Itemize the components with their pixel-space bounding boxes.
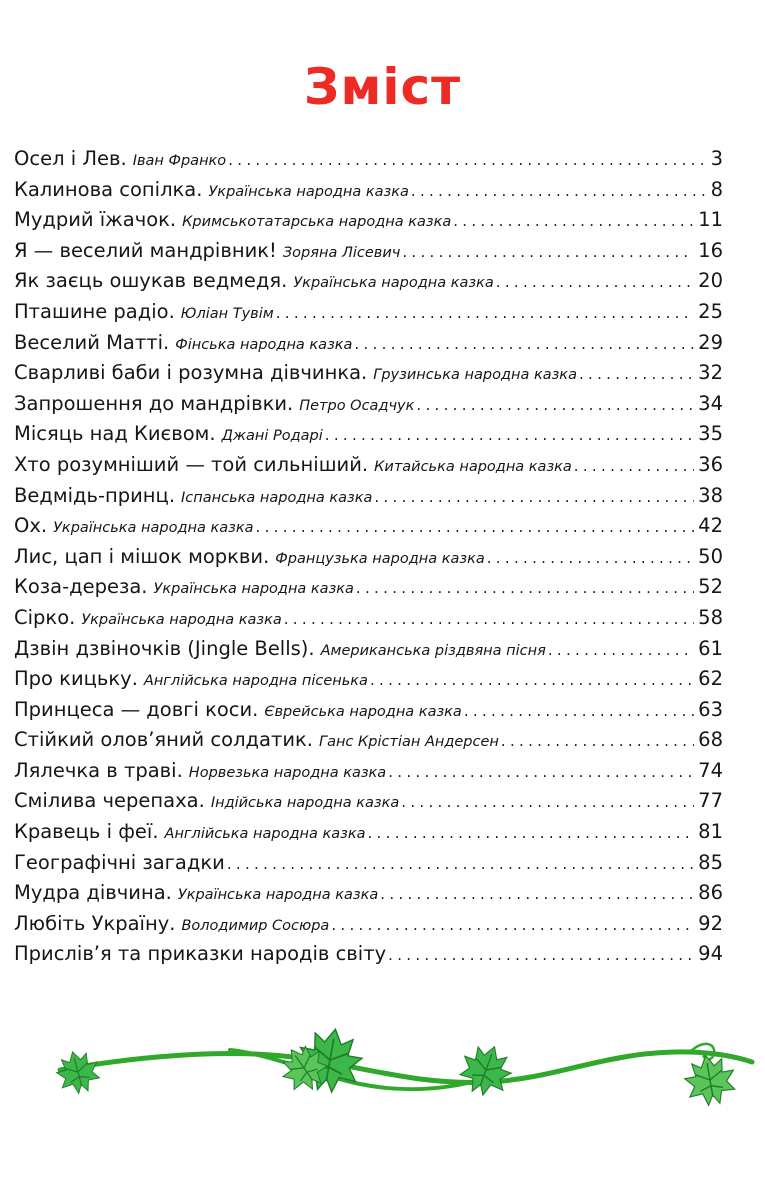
dot-leader	[331, 910, 694, 940]
entry-page-number: 34	[698, 391, 723, 415]
entry-title: Кравець і феї.	[14, 820, 159, 844]
entry-author: Китайська народна казка	[374, 458, 572, 475]
entry-author: Зоряна Лісевич	[282, 244, 401, 261]
toc-entry	[14, 786, 723, 817]
entry-author: Індійська народна казка	[210, 795, 400, 812]
entry-author: Іспанська народна казка	[181, 489, 373, 506]
table-of-contents	[14, 144, 723, 970]
dot-leader	[548, 635, 694, 665]
entry-title: Географічні загадки	[14, 850, 225, 874]
entry-title: Дзвін дзвіночків (Jingle Bells).	[14, 636, 315, 660]
entry-page-number: 68	[698, 728, 723, 752]
dot-leader	[356, 573, 694, 603]
entry-page-number: 29	[698, 330, 723, 354]
entry-title: Ох.	[14, 514, 48, 538]
toc-entry	[14, 481, 723, 512]
dot-leader	[354, 329, 694, 359]
entry-author: Українська народна казка	[293, 275, 494, 292]
entry-author: Норвезька народна казка	[188, 764, 387, 781]
dot-leader	[374, 482, 694, 512]
entry-page-number: 3	[710, 147, 723, 170]
entry-title: Про кицьку.	[14, 667, 138, 691]
entry-title: Запрошення до мандрівки.	[14, 391, 294, 415]
dot-leader	[579, 359, 694, 389]
dot-leader	[276, 298, 694, 328]
entry-page-number: 74	[698, 758, 723, 782]
entry-author: Англійська народна пісенька	[143, 673, 368, 690]
entry-title: Принцеса — довгі коси.	[14, 697, 259, 721]
dot-leader	[574, 451, 694, 481]
leaf-icon	[681, 1051, 738, 1108]
entry-page-number: 62	[698, 667, 723, 691]
entry-title: Місяць над Києвом.	[14, 422, 216, 446]
dot-leader	[453, 206, 694, 236]
entry-title: Хто розумніший — той сильніший.	[14, 452, 369, 476]
dot-leader	[464, 696, 694, 726]
toc-entry	[14, 450, 723, 481]
entry-author: Петро Осадчук	[299, 397, 415, 414]
entry-title: Смілива черепаха.	[14, 789, 205, 813]
entry-page-number: 61	[698, 636, 723, 660]
dot-leader	[370, 665, 694, 695]
entry-author: Іван Франко	[132, 153, 227, 169]
entry-title: Любіть Україну.	[14, 911, 176, 935]
toc-entry	[14, 756, 723, 787]
entry-title: Лис, цап і мішок моркви.	[14, 544, 270, 568]
entry-title: Калинова сопілка.	[14, 177, 203, 201]
leaf-icon	[454, 1038, 517, 1101]
entry-page-number: 77	[698, 789, 723, 813]
entry-author: Українська народна казка	[53, 520, 254, 537]
toc-entry	[14, 572, 723, 603]
entry-title: Мудра дівчина.	[14, 881, 172, 905]
toc-entry	[14, 817, 723, 848]
toc-entry	[14, 511, 723, 542]
toc-entry	[14, 175, 723, 206]
entry-title: Пташине радіо.	[14, 299, 175, 323]
toc-entry	[14, 542, 723, 573]
entry-page-number: 92	[698, 911, 723, 935]
dot-leader	[388, 940, 694, 970]
entry-page-number: 8	[710, 177, 723, 201]
entry-page-number: 25	[698, 299, 723, 323]
entry-author: Фінська народна казка	[175, 336, 353, 353]
dot-leader	[416, 390, 694, 420]
entry-title: Мудрий їжачок.	[14, 208, 177, 232]
entry-author: Українська народна казка	[208, 183, 409, 200]
toc-entry	[14, 266, 723, 297]
toc-entry	[14, 664, 723, 695]
entry-page-number: 20	[698, 269, 723, 293]
entry-author: Українська народна казка	[81, 611, 282, 628]
entry-page-number: 16	[698, 238, 723, 262]
entry-page-number: 58	[698, 605, 723, 629]
dot-leader	[401, 787, 694, 817]
dot-leader	[411, 176, 707, 206]
toc-entry	[14, 939, 723, 970]
toc-entry	[14, 603, 723, 634]
entry-title: Як заєць ошукав ведмедя.	[14, 269, 288, 293]
entry-page-number: 50	[698, 544, 723, 568]
entry-author: Українська народна казка	[177, 887, 379, 904]
dot-leader	[256, 512, 695, 542]
entry-page-number: 36	[698, 452, 723, 476]
entry-page-number: 32	[698, 361, 723, 385]
entry-title: Лялечка в траві.	[14, 758, 183, 782]
page-title: Зміст	[303, 58, 462, 116]
toc-entry	[14, 848, 723, 879]
toc-entry	[14, 297, 723, 328]
entry-author: Юліан Тувім	[180, 305, 274, 322]
toc-entry	[14, 634, 723, 665]
toc-entry	[14, 419, 723, 450]
toc-entry	[14, 878, 723, 909]
entry-page-number: 94	[698, 942, 723, 966]
entry-author: Джані Родарі	[221, 428, 323, 445]
dot-leader	[402, 237, 694, 267]
entry-author: Володимир Сосюра	[181, 917, 330, 934]
dot-leader	[325, 420, 694, 450]
entry-title: Сірко.	[14, 605, 76, 629]
entry-title: Прислів’я та приказки народів світу	[14, 942, 387, 966]
entry-page-number: 81	[698, 820, 723, 844]
entry-title: Осел і Лев.	[14, 147, 127, 170]
dot-leader	[380, 879, 694, 909]
entry-page-number: 86	[698, 881, 723, 905]
entry-page-number: 42	[698, 514, 723, 538]
toc-entry	[14, 389, 723, 420]
dot-leader	[284, 604, 694, 634]
dot-leader	[501, 726, 694, 756]
vine-stem	[60, 1052, 752, 1083]
entry-author: Українська народна казка	[153, 581, 354, 598]
toc-entry	[14, 236, 723, 267]
toc-entry	[14, 144, 723, 175]
entry-author: Англійська народна казка	[164, 826, 366, 843]
vine-decoration	[0, 1010, 765, 1150]
dot-leader	[496, 267, 694, 297]
entry-page-number: 38	[698, 483, 723, 507]
entry-title: Стійкий олов’яний солдатик.	[14, 728, 313, 752]
entry-title: Веселий Матті.	[14, 330, 170, 354]
entry-author: Французька народна казка	[275, 550, 485, 567]
dot-leader	[487, 543, 694, 573]
entry-author: Ганс Крістіан Андерсен	[318, 734, 499, 751]
entry-author: Американська різдвяна пісня	[320, 642, 546, 659]
toc-entry	[14, 328, 723, 359]
entry-author: Грузинська народна казка	[373, 367, 577, 384]
entry-title: Ведмідь-принц.	[14, 483, 176, 507]
dot-leader	[367, 818, 694, 848]
entry-page-number: 52	[698, 575, 723, 599]
toc-entry	[14, 695, 723, 726]
entry-page-number: 63	[698, 697, 723, 721]
entry-page-number: 85	[698, 850, 723, 874]
entry-page-number: 11	[698, 208, 723, 232]
leaf-icon	[53, 1047, 104, 1098]
toc-entry	[14, 909, 723, 940]
entry-title: Я — веселий мандрівник!	[14, 238, 277, 262]
entry-page-number: 35	[698, 422, 723, 446]
entry-title: Коза-дереза.	[14, 575, 148, 599]
entry-author: Кримськотатарська народна казка	[182, 214, 452, 231]
dot-leader	[228, 145, 706, 175]
toc-entry	[14, 205, 723, 236]
dot-leader	[388, 757, 694, 787]
dot-leader	[227, 849, 694, 879]
entry-author: Єврейська народна казка	[264, 703, 462, 720]
toc-entry	[14, 358, 723, 389]
entry-title: Сварливі баби і розумна дівчинка.	[14, 361, 368, 385]
toc-entry	[14, 725, 723, 756]
